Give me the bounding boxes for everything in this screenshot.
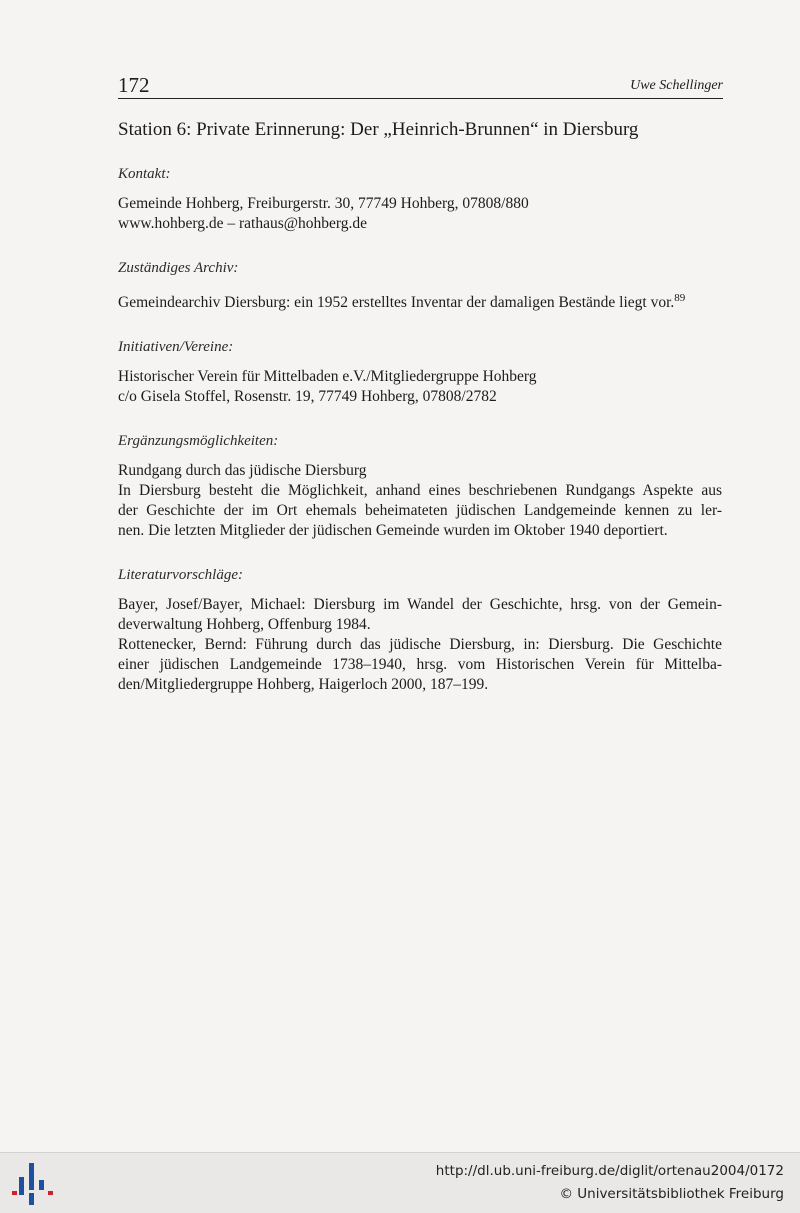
section-label: Literaturvorschläge: bbox=[118, 567, 243, 583]
running-head bbox=[118, 72, 723, 99]
initiative-line: c/o Gisela Stoffel, Rosenstr. 19, 77749 Hohberg, 07808/2782 bbox=[118, 388, 497, 405]
contact-address: Gemeinde Hohberg, Freiburgerstr. 30, 77749 Hohberg, 07808/880 bbox=[118, 195, 529, 212]
running-head-author: Uwe Schellinger bbox=[630, 78, 723, 93]
copyright-notice: © Universitätsbibliothek Freiburg bbox=[559, 1186, 784, 1202]
paragraph-line: In Diersburg besteht die Möglichkeit, anhand eines beschriebenen Rundgangs Aspekte aus bbox=[118, 482, 722, 499]
permalink-url[interactable]: http://dl.ub.uni-freiburg.de/diglit/ortenau2004/0172 bbox=[435, 1163, 784, 1179]
section-label: Ergänzungsmöglichkeiten: bbox=[118, 433, 279, 449]
section-literatur bbox=[118, 565, 722, 695]
archive-sentence: Gemeindearchiv Diersburg: ein 1952 erstelltes Inventar der damaligen Bestände liegt vor. bbox=[118, 294, 675, 311]
reference-line: den/Mitgliedergruppe Hohberg, Haigerloch 2000, 187–199. bbox=[118, 676, 489, 693]
reference-line: Rottenecker, Bernd: Führung durch das jüdische Diersburg, in: Diersburg. Die Geschichte bbox=[118, 636, 722, 653]
page-content bbox=[118, 118, 722, 719]
section-label: Initiativen/Vereine: bbox=[118, 339, 234, 355]
section-archiv bbox=[118, 258, 722, 313]
paragraph-line: nen. Die letzten Mitglieder der jüdischen Gemeinde wurden im Oktober 1940 deportiert. bbox=[118, 522, 668, 539]
section-kontakt bbox=[118, 164, 722, 234]
station-title: Station 6: Private Erinnerung: Der „Heinrich-Brunnen“ in Diersburg bbox=[118, 119, 639, 140]
paragraph-line: Rundgang durch das jüdische Diersburg bbox=[118, 462, 367, 479]
paragraph-line: der Geschichte der im Ort ehemals beheimateten jüdischen Landgemeinde kennen zu ler- bbox=[118, 502, 722, 519]
contact-web-email: www.hohberg.de – rathaus@hohberg.de bbox=[118, 215, 368, 232]
section-label: Kontakt: bbox=[118, 166, 171, 182]
reference-line: Bayer, Josef/Bayer, Michael: Diersburg im Wandel der Geschichte, hrsg. von der Gemein- bbox=[118, 596, 722, 613]
page-number: 172 bbox=[118, 73, 150, 97]
archive-text bbox=[118, 288, 722, 313]
section-ergaenzung bbox=[118, 431, 722, 541]
reference-line: einer jüdischen Landgemeinde 1738–1940, hrsg. vom Historischen Verein für Mittelba- bbox=[118, 656, 722, 673]
section-label: Zuständiges Archiv: bbox=[118, 260, 239, 276]
footnote-marker[interactable]: 89 bbox=[674, 292, 686, 304]
university-library-logo-icon bbox=[10, 1161, 54, 1207]
viewer-footer bbox=[0, 1152, 800, 1213]
section-initiativen bbox=[118, 337, 722, 407]
initiative-line: Historischer Verein für Mittelbaden e.V./Mitgliedergruppe Hohberg bbox=[118, 368, 537, 385]
reference-line: deverwaltung Hohberg, Offenburg 1984. bbox=[118, 616, 371, 633]
